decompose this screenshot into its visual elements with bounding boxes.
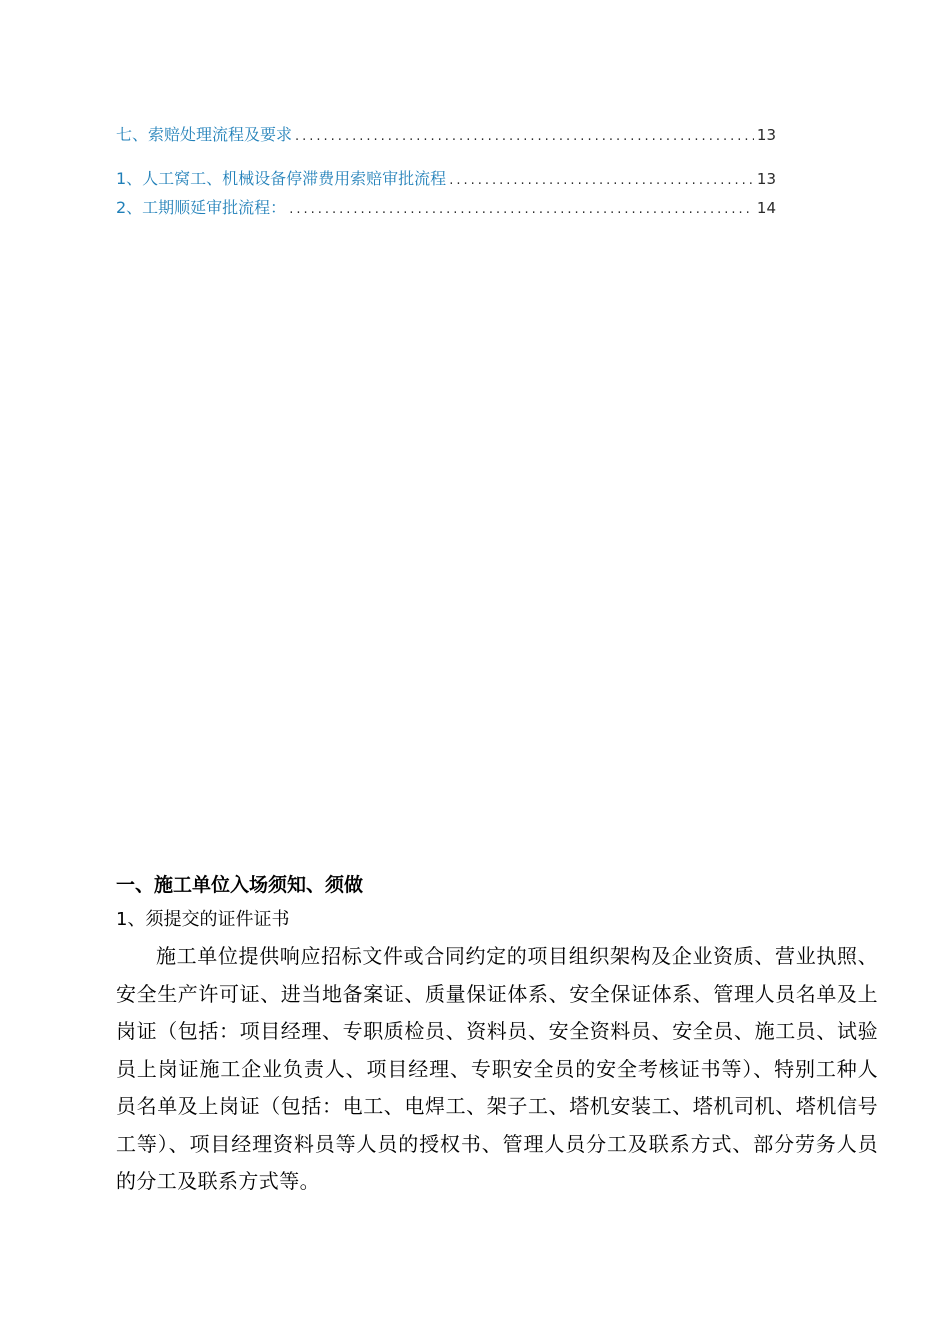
section-heading: 一、施工单位入场须知、须做 (116, 874, 364, 896)
toc-entry[interactable] (116, 168, 776, 190)
table-of-contents (116, 124, 776, 219)
toc-entry[interactable] (116, 124, 776, 146)
toc-leader-dots (289, 199, 754, 221)
toc-entry-page: 13 (756, 126, 776, 144)
toc-leader-dots (449, 170, 754, 192)
toc-leader-dots (295, 126, 754, 148)
section-paragraph: 施工单位提供响应招标文件或合同约定的项目组织架构及企业资质、营业执照、安全生产许可证、进当地备案证、质量保证体系、安全保证体系、管理人员名单及上岗证（包括：项目经理、专职质检员、资料员、安全资料员、安全员、施工员、试验员上岗证施工企业负责人、项目经理、专职安全员的安全考核证书等）、特别工种人员名单及上岗证（包括：电工、电焊工、架子工、塔机安装工、塔机司机、塔机信号工等）、项目经理资料员等人员的授权书、管理人员分工及联系方式、部分劳务人员的分工及联系方式等。 (116, 944, 878, 1193)
toc-entry-page: 14 (756, 199, 776, 217)
toc-entry-label: 七、索赔处理流程及要求 (116, 125, 293, 144)
toc-entry-label: 2、工期顺延审批流程： (116, 198, 287, 217)
toc-entry-label: 1、人工窝工、机械设备停滞费用索赔审批流程 (116, 169, 447, 188)
section-subheading: 1、须提交的证件证书 (116, 909, 290, 930)
toc-entry[interactable] (116, 197, 776, 219)
toc-entry-page: 13 (756, 170, 776, 188)
document-section (116, 868, 878, 1201)
